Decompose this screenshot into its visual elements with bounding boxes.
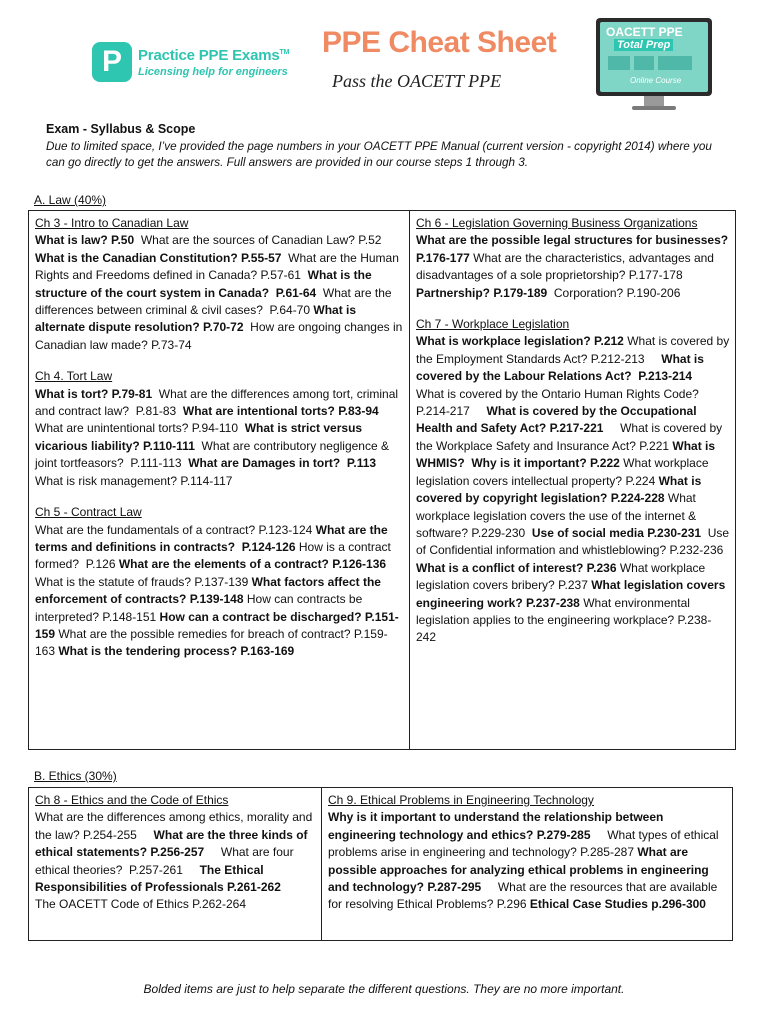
question-text: What is covered by the Employment Standards Act? P.212-213 (416, 334, 733, 366)
monitor-screen (596, 18, 712, 96)
question-bold: What are the three kinds of ethical statements? P.256-257 (35, 827, 311, 860)
question-text: How are ongoing changes in Canadian law made? P.73-74 (35, 320, 406, 352)
intro (46, 122, 726, 171)
question-bold: What is the Canadian Constitution? P.55-57 (35, 250, 282, 265)
chapter-title: Ch 9. Ethical Problems in Engineering Technology (328, 793, 594, 807)
section-label-ethics: B. Ethics (30%) (34, 769, 117, 783)
law-table (28, 210, 736, 750)
law-left-column (29, 211, 409, 749)
question-bold: Ethical Case Studies p.296-300 (529, 897, 706, 912)
question-bold: Use of social media P.230-231 (531, 525, 702, 540)
course-promo-image[interactable] (596, 18, 712, 112)
question-text: Use of Confidential information and whistleblowing? P.232-236 (416, 525, 733, 558)
question-text: What are the fundamentals of a contract? P.123-124 (35, 522, 316, 537)
ethics-left-column (29, 788, 321, 940)
question-bold: What is tort? P.79-81 (35, 386, 153, 401)
question-bold: What is the structure of the court system in Canada? P.61-64 (35, 268, 375, 300)
question-bold: The Ethical Responsibilities of Professionals P.261-262 (35, 862, 281, 895)
question-bold: What are possible approaches for analyzing ethical problems in engineering and technology? P.287-295 (328, 845, 713, 895)
question-bold: What is law? P.50 (35, 233, 135, 248)
chapter-questions (328, 809, 727, 913)
question-bold: What legislation covers engineering work? P.237-238 (416, 578, 729, 610)
question-bold: What is covered by the Labour Relations Act? P.213-214 (416, 351, 708, 384)
question-text: What are the differences among tort, criminal and contract law? P.81-83 (35, 386, 402, 419)
question-text: What are four ethical theories? P.257-261 (35, 845, 297, 877)
question-text: What is the statute of frauds? P.137-139 (35, 574, 252, 589)
question-text: What are the differences between criminal & civil cases? P.64-70 (35, 285, 395, 318)
chapter-title: Ch 5 - Contract Law (35, 505, 142, 520)
chapter-questions (416, 232, 730, 302)
law-right-column (409, 211, 735, 749)
practice-ppe-logo[interactable] (92, 42, 289, 82)
question-bold: Partnership? P.179-189 (416, 285, 548, 300)
question-bold: What are intentional torts? P.83-94 (182, 404, 379, 419)
question-bold: What are the terms and definitions in contracts? P.124-126 (35, 522, 391, 554)
chapter-title: Ch 7 - Workplace Legislation (416, 317, 570, 332)
promo-caption: Online Course (630, 76, 682, 85)
question-text: What are the possible remedies for breach of contract? P.159-163 (35, 626, 388, 659)
question-text: What are unintentional torts? P.94-110 (35, 404, 386, 436)
section-label-law: A. Law (40%) (34, 193, 107, 207)
question-bold: What are the possible legal structures for businesses? P.176-177 (416, 233, 732, 265)
promo-subtitle: Total Prep (614, 39, 673, 51)
section-gap (35, 354, 404, 368)
question-bold: What is covered by the Occupational Health and Safety Act? P.217-221 (416, 404, 700, 436)
logo-tagline: Licensing help for engineers (138, 65, 288, 78)
question-text: What are the differences among ethics, morality and the law? P.254-255 (35, 810, 316, 842)
question-bold: What is alternate dispute resolution? P.70-72 (35, 303, 360, 335)
question-bold: Why is it important to understand the relationship between engineering technology and ethics? P.279-285 (328, 810, 667, 842)
question-bold: What are the elements of a contract? P.126-136 (118, 557, 390, 572)
chapter-questions (416, 333, 733, 646)
intro-heading: Exam - Syllabus & Scope (46, 122, 196, 136)
question-bold: What is covered by copyright legislation? P.224-228 (416, 473, 705, 506)
intro-text: Due to limited space, I’ve provided the page numbers in your OACETT PPE Manual (current version - copyright 2014) where you can go directly to get the answers. Full answers are provided in our course steps 1 through 3. (46, 140, 712, 169)
promo-title: OACETT PPE (606, 25, 683, 39)
page-title: PPE Cheat Sheet (322, 26, 557, 59)
question-bold: What is WHMIS? Why is it important? P.222 (416, 438, 719, 471)
logo-p-icon: P (92, 42, 132, 82)
question-bold: What are Damages in tort? P.113 (188, 456, 377, 471)
question-text: What is risk management? P.114-117 (35, 456, 383, 488)
question-text: What environmental legislation applies to the engineering workplace? P.238-242 (416, 595, 712, 645)
ethics-right-column (321, 788, 732, 940)
question-text: What is covered by the Workplace Safety and Insurance Act? P.221 (416, 421, 726, 453)
header (0, 0, 768, 120)
chapter-title: Ch 4. Tort Law (35, 369, 113, 384)
question-text: The OACETT Code of Ethics P.262-264 (35, 880, 298, 912)
chapter-title: Ch 6 - Legislation Governing Business Organizations (416, 216, 698, 230)
monitor-stand (644, 96, 664, 106)
question-bold: How can a contract be discharged? P.151-159 (35, 609, 399, 641)
question-text: What are the resources that are available for resolving Ethical Problems? P.296 (328, 880, 721, 912)
question-bold: What factors affect the enforcement of contracts? P.139-148 (35, 574, 385, 607)
section-gap (416, 302, 730, 316)
question-text: What workplace legislation covers the use of the internet & software? P.229-230 (416, 491, 700, 540)
chapter-title: Ch 3 - Intro to Canadian Law (35, 216, 189, 230)
chapter-questions (35, 386, 404, 490)
question-text: What workplace legislation covers intellectual property? P.224 (416, 456, 712, 488)
logo-name: Practice PPE Exams™ (138, 46, 290, 64)
question-text: What is covered by the Ontario Human Rights Code? P.214-217 (416, 369, 709, 419)
question-text: What workplace legislation covers bribery? P.237 (416, 560, 709, 593)
chapter-questions (35, 522, 404, 661)
question-text: What are the characteristics, advantages and disadvantages of a sole proprietorship? P.177-178 (416, 250, 718, 283)
question-text: What are contributory negligence & joint tortfeasors? P.111-113 (35, 438, 393, 471)
ethics-table (28, 787, 733, 941)
question-bold: What is workplace legislation? P.212 (416, 334, 628, 349)
question-text: Corporation? P.190-206 (547, 285, 681, 300)
question-text: What are the sources of Canadian Law? P.52 (134, 233, 385, 248)
question-text: What types of ethical problems arise in engineering and technology? P.285-287 (328, 827, 722, 860)
chapter-questions (35, 809, 316, 913)
question-text: How is a contract formed? P.126 (35, 539, 395, 572)
question-text: What are the Human Rights and Freedoms defined in Canada? P.57-61 (35, 250, 403, 283)
chapter-title: Ch 8 - Ethics and the Code of Ethics (35, 793, 229, 807)
question-bold: What is the tendering process? P.163-169 (58, 644, 295, 659)
section-gap (35, 490, 404, 504)
page-subtitle: Pass the OACETT PPE (332, 71, 502, 91)
chapter-questions (35, 232, 404, 354)
question-text: How can contracts be interpreted? P.148-151 (35, 592, 366, 624)
question-bold: What is a conflict of interest? P.236 (416, 560, 620, 575)
monitor-base (632, 106, 676, 110)
question-bold: What is strict versus vicarious liability? P.110-111 (35, 421, 366, 453)
footer-note: Bolded items are just to help separate the different questions. They are no more important. (143, 982, 625, 996)
